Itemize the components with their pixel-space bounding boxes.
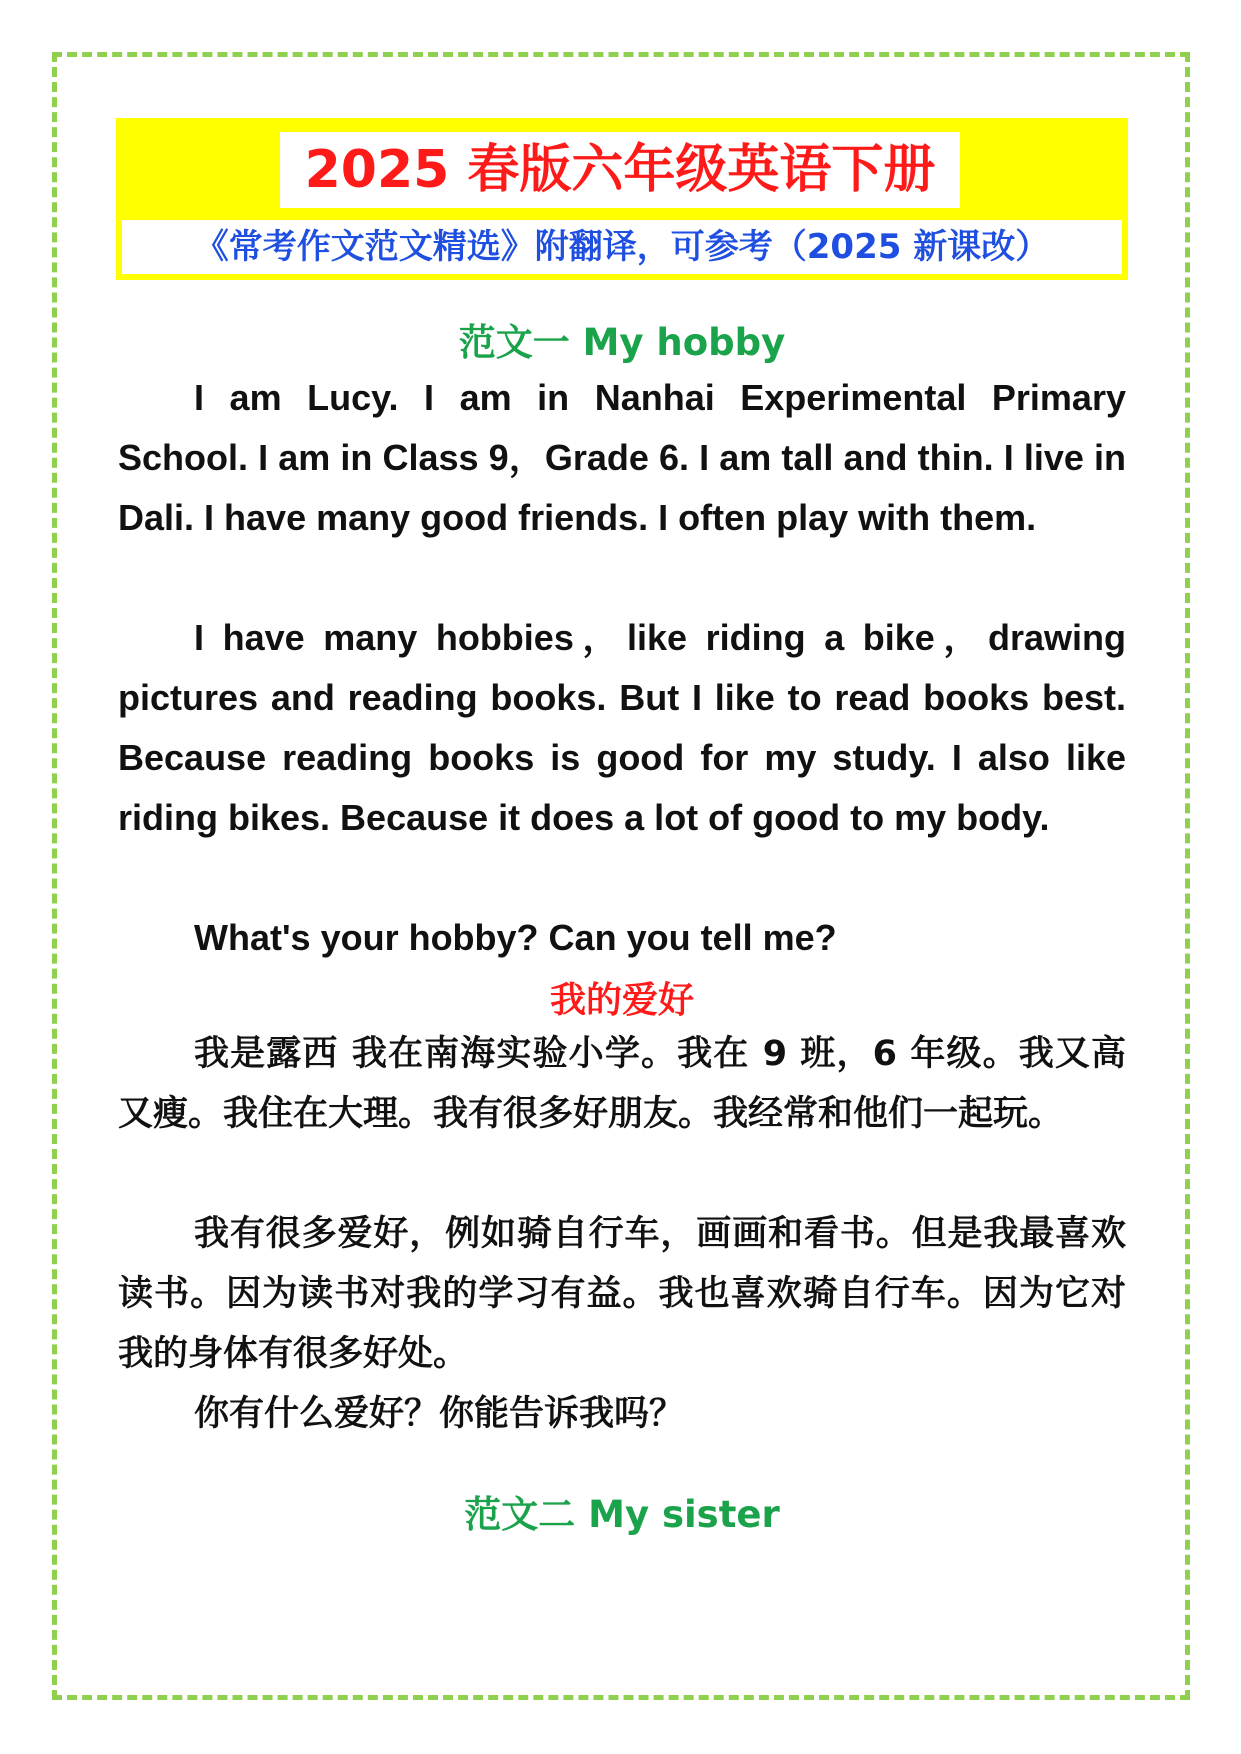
essay-1-paragraph-1: I am Lucy. I am in Nanhai Experimental Primary School. I am in Class 9，Grade 6. I am tall and thin. I live in Dali. I have many good friends. I often play with them. [118, 377, 1126, 538]
page-subtitle: 《常考作文范文精选》附翻译，可参考（2025 新课改） [194, 227, 1050, 267]
essay-1-paragraph-3: What's your hobby? Can you tell me? [194, 917, 837, 958]
dashed-page-border [52, 52, 1190, 1700]
translation-heading: 我的爱好 [549, 980, 694, 1021]
essay-1-paragraph-2: I have many hobbies，like riding a bike，drawing pictures and reading books. But I like to read books best. Because reading books is good for my study. I also like riding bikes. Because it does a lot of good to my body. [118, 617, 1126, 838]
translation-paragraph-1: 我是露西 我在南海实验小学。我在 9 班，6 年级。我又高又瘦。我住在大理。我有很多好朋友。我经常和他们一起玩。 [118, 1034, 1126, 1134]
translation-paragraph-3: 你有什么爱好？你能告诉我吗？ [194, 1394, 685, 1434]
page-title: 2025 春版六年级英语下册 [280, 132, 960, 208]
essay-2-heading: 范文二 My sister [464, 1493, 780, 1536]
essay-1-heading: 范文一 My hobby [458, 321, 786, 364]
translation-paragraph-2: 我有很多爱好，例如骑自行车，画画和看书。但是我最喜欢读书。因为读书对我的学习有益。我也喜欢骑自行车。因为它对我的身体有很多好处。 [118, 1214, 1126, 1374]
